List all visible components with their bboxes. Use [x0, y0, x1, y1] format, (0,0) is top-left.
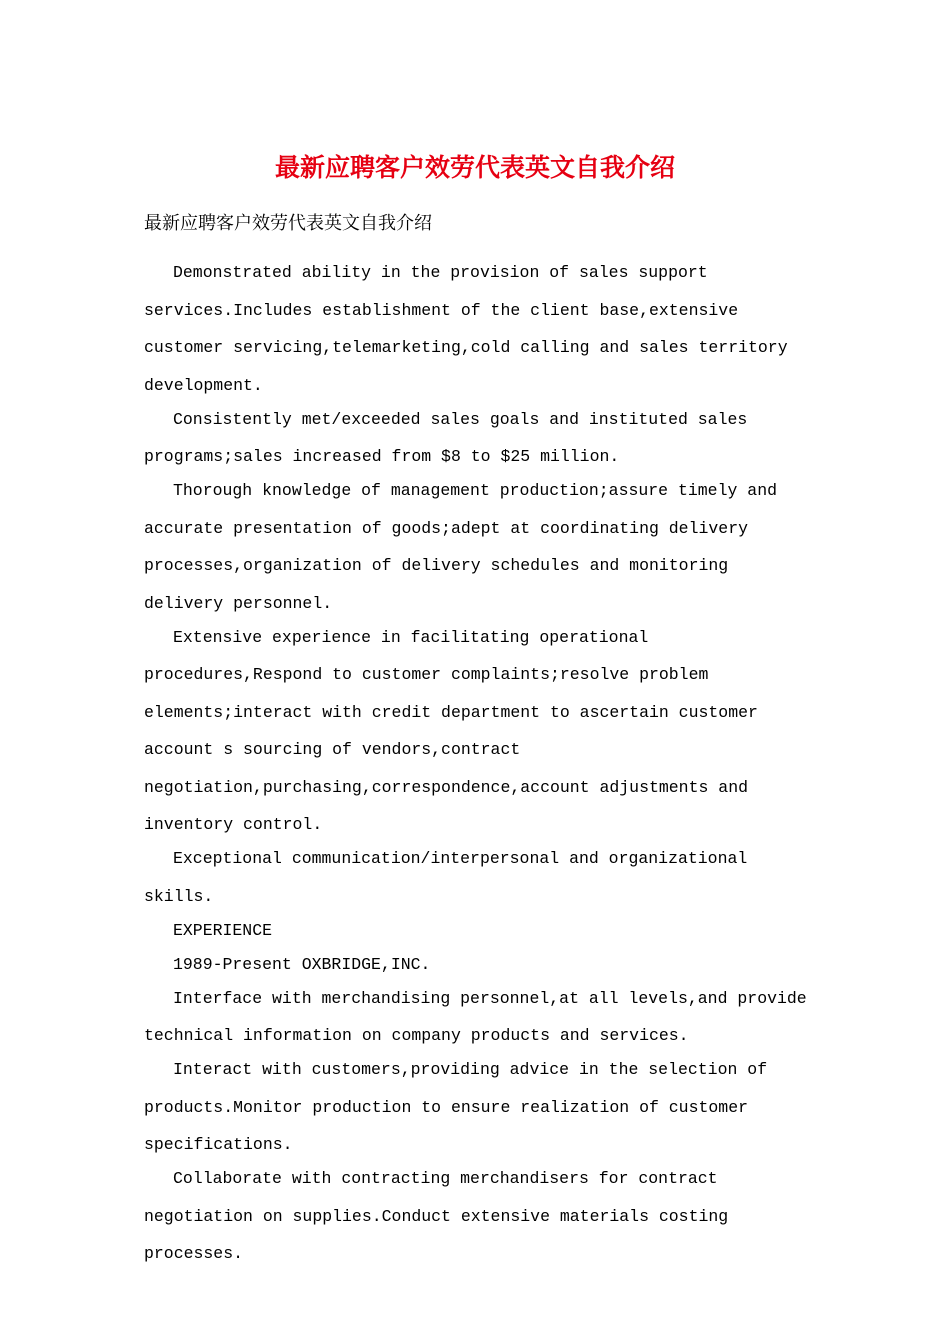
paragraph-duty-interface: Interface with merchandising personnel,at all levels,and provide technical information on company products and services. — [144, 988, 807, 1045]
paragraph-summary-management-production: Thorough knowledge of management production;assure timely and accurate presentation of goods;adept at coordinating delivery processes,organization of delivery schedules and monitoring delivery personnel. — [144, 481, 777, 613]
paragraph-summary-operational-procedures: Extensive experience in facilitating operational procedures,Respond to customer complaints;resolve problem elements;interact with credit department to ascertain customer account s sourcing of vendors,contract negotiation,purchasing,correspondence,account adjustments and inventory control. — [144, 627, 758, 834]
document-subtitle: 最新应聘客户效劳代表英文自我介绍 — [144, 213, 432, 234]
paragraph-summary-sales-goals: Consistently met/exceeded sales goals and instituted sales programs;sales increased from $8 to $25 million. — [144, 409, 748, 466]
section-heading-experience: EXPERIENCE — [173, 920, 273, 940]
paragraph-duty-collaborate: Collaborate with contracting merchandisers for contract negotiation on supplies.Conduct extensive materials costing processes. — [144, 1169, 729, 1263]
employment-entry-oxbridge: 1989-Present OXBRIDGE,INC. — [173, 954, 431, 974]
paragraph-summary-sales-support: Demonstrated ability in the provision of sales support services.Includes establishment of the client base,extensive customer servicing,telemarketing,cold calling and sales territory development. — [144, 263, 788, 395]
document-title: 最新应聘客户效劳代表英文自我介绍 — [274, 153, 675, 182]
paragraph-duty-interact: Interact with customers,providing advice in the selection of products.Monitor production to ensure realization of customer specifications. — [144, 1060, 768, 1154]
paragraph-summary-communication-skills: Exceptional communication/interpersonal and organizational skills. — [144, 849, 748, 906]
document-body — [144, 254, 814, 1269]
